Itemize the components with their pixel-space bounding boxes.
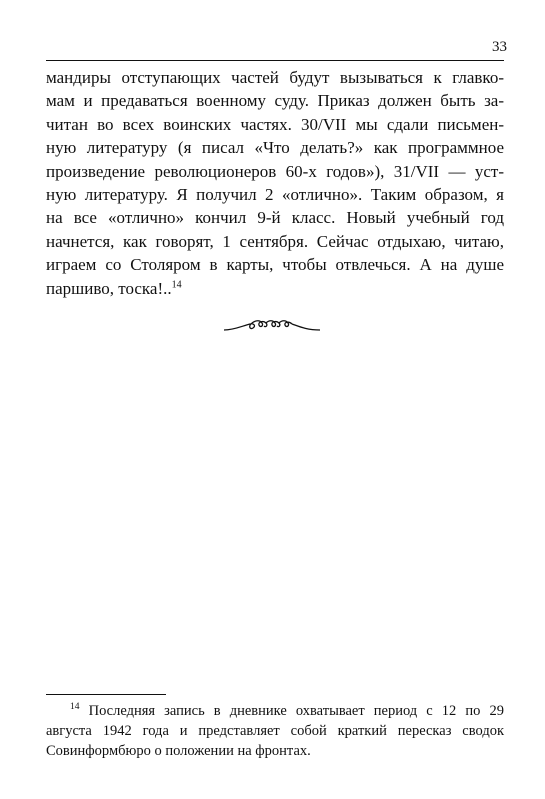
footnote-line-text: Последняя запись в дневнике охватывает период с 12 по 29 [88, 703, 505, 719]
footnote-mark: 14 [70, 702, 80, 713]
body-line: произведение революционеров 60-х годов»), 31/VII — уст- [46, 161, 504, 181]
footnote-line-first [46, 701, 504, 721]
body-line: читан во всех воинских частях. 30/VII мы сдали письмен- [46, 114, 504, 134]
body-line-last [46, 277, 504, 300]
page-number: 33 [492, 39, 507, 55]
body-line-text: паршиво, тоска!.. [46, 278, 172, 298]
footnote-line-last: Совинформбюро о положении на фронтах. [46, 743, 311, 759]
body-line: мандиры отступающих частей будут вызываться к главко- [46, 68, 504, 87]
body-line: ную литературу (я писал «Что делать?» как программное [46, 138, 504, 158]
body-line: играем со Столяром в карты, чтобы отвлечься. А на душе [46, 255, 504, 275]
body-line: мам и предаваться военному суду. Приказ должен быть за- [46, 91, 504, 111]
body-line: ную литературу. Я получил 2 «отлично». Таким образом, я [46, 185, 504, 205]
footnote-line: августа 1942 года и представляет собой краткий пересказ сводок [46, 723, 504, 739]
footnote-reference[interactable]: 14 [171, 279, 182, 290]
body-text [46, 66, 504, 300]
body-line: на все «отлично» кончил 9-й класс. Новый учебный год [46, 208, 504, 228]
footnote-rule [46, 694, 166, 695]
footnote [46, 701, 504, 761]
header-rule [46, 60, 504, 61]
flourish-ornament-icon [222, 310, 322, 340]
body-line: начнется, как говорят, 1 сентября. Сейчас отдыхаю, читаю, [46, 231, 504, 251]
